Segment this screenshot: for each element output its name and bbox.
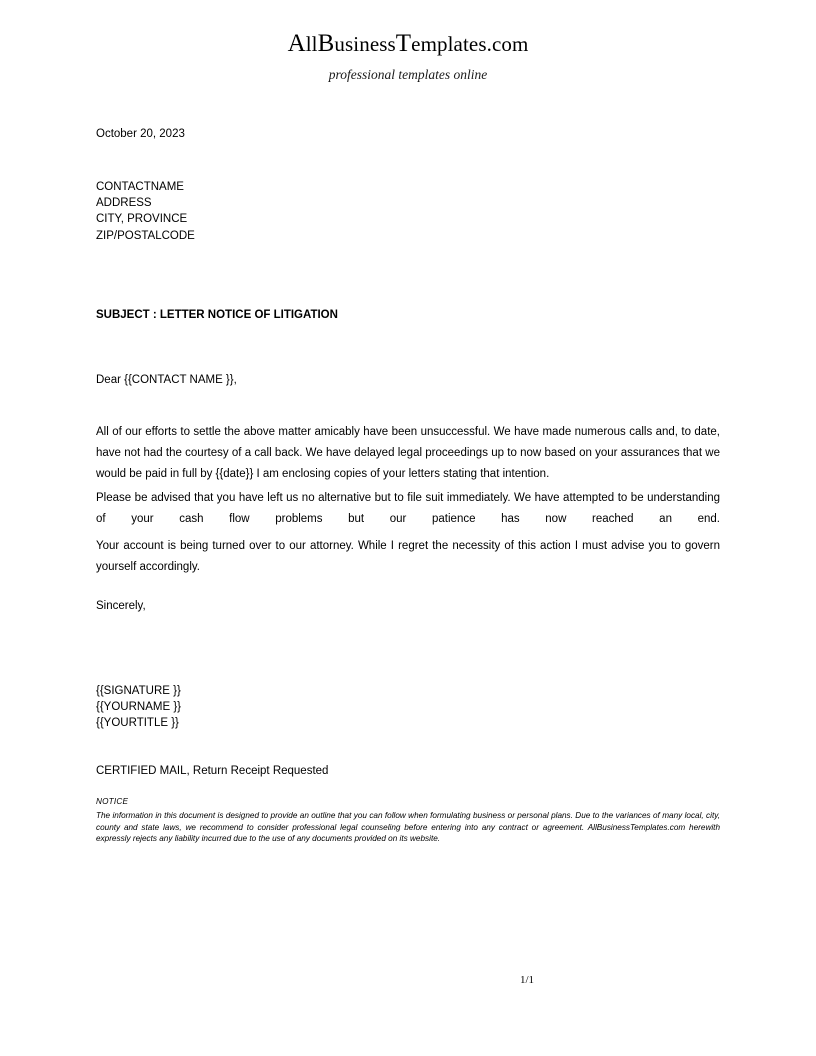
notice-heading: NOTICE [96, 797, 129, 806]
yourtitle-placeholder: {{YOURTITLE }} [96, 717, 179, 730]
certified-mail-line: CERTIFIED MAIL, Return Receipt Requested [96, 765, 329, 777]
recipient-line: CONTACTNAME [96, 181, 184, 193]
recipient-line: ZIP/POSTALCODE [96, 229, 195, 242]
body-paragraph-3: Your account is being turned over to our attorney. While I regret the necessity of this action I must advise you to govern yourself accordingly. [96, 540, 720, 573]
closing-line: Sincerely, [96, 600, 146, 612]
letter-date: October 20, 2023 [96, 128, 185, 140]
brand-text-usiness: usiness [334, 32, 396, 56]
signature-placeholder: {{SIGNATURE }} [96, 685, 181, 697]
body-paragraph-1: All of our efforts to settle the above matter amicably have been unsuccessful. We have made numerous calls and, to date, have not had the courtesy of a call back. We have delayed legal proceedings up to now based on your assurances that we would be paid in full by {{date}} I am enclosing copies of your letters stating that intention. [96, 426, 720, 480]
page-number: 1/1 [519, 974, 535, 986]
yourname-placeholder: {{YOURNAME }} [96, 701, 182, 714]
notice-disclaimer-text: The information in this document is designed to provide an outline that you can follow when formulating business or personal plans. Due to the variances of many local, city, county and state laws, we recommend to consider professional legal counseling before entering into any contract or agreement. AllBusinessTemplates.com herewith expressly rejects any liability incurred due to the use of any documents provided on its website. [96, 811, 720, 844]
recipient-line: ADDRESS [96, 197, 152, 210]
salutation-line: Dear {{CONTACT NAME }}, [96, 374, 237, 386]
brand-letter-a: A [287, 30, 306, 57]
recipient-line: CITY, PROVINCE [96, 213, 188, 226]
brand-text-ll: ll [305, 32, 318, 56]
letterhead [0, 30, 816, 83]
brand-tagline: professional templates online [328, 66, 488, 82]
body-paragraph-2-text: Please be advised that you have left us no alternative but to file suit immediately. We have attempted to be understanding of your cash flow problems but our patience has now reached an end. [96, 492, 720, 525]
recipient-address-block [96, 179, 195, 244]
brand-letter-b: B [317, 30, 335, 57]
brand-title [0, 30, 816, 58]
subject-line: SUBJECT : LETTER NOTICE OF LITIGATION [96, 309, 338, 321]
brand-text-emplates: emplates.com [411, 32, 529, 56]
signature-block [96, 683, 181, 732]
brand-letter-t: T [395, 30, 412, 57]
